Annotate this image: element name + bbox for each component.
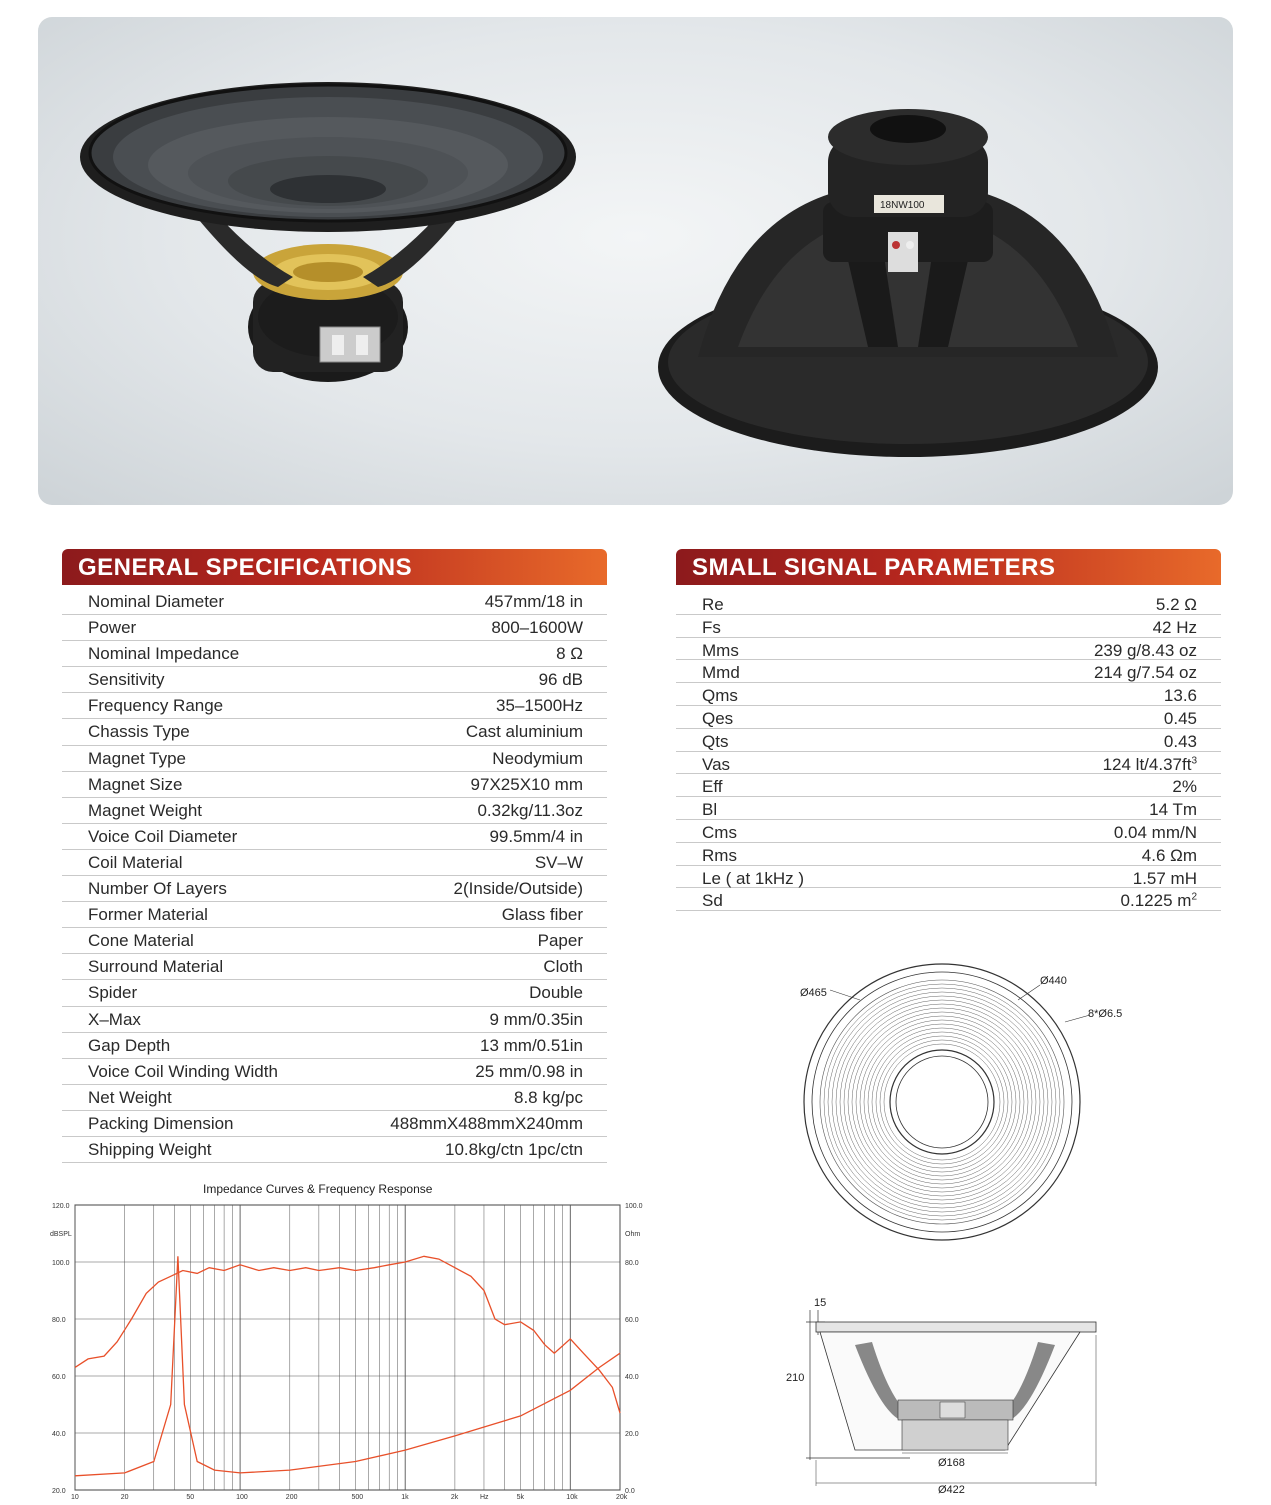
spec-value bbox=[1094, 663, 1197, 683]
spec-value-text: 239 g/8.43 oz bbox=[1093, 640, 1197, 660]
outer-diameter-label: Ø465 bbox=[800, 987, 827, 999]
spec-label: Rms bbox=[702, 845, 737, 865]
spec-value bbox=[1153, 618, 1197, 638]
spec-label: X–Max bbox=[88, 1009, 141, 1029]
spec-value bbox=[492, 749, 583, 769]
spec-row bbox=[62, 902, 607, 928]
x-tick-label: 20 bbox=[120, 1494, 129, 1500]
general-specs-header: GENERAL SPECIFICATIONS bbox=[62, 549, 607, 585]
spec-row bbox=[62, 746, 607, 772]
spec-value bbox=[475, 1062, 583, 1082]
spec-label: Net Weight bbox=[88, 1087, 172, 1107]
spec-value bbox=[1094, 641, 1197, 661]
spec-value bbox=[491, 618, 583, 638]
spec-value-text: 2(Inside/Outside) bbox=[453, 879, 583, 899]
chart-title: Impedance Curves & Frequency Response bbox=[203, 1182, 433, 1196]
spec-value-text: Double bbox=[529, 983, 583, 1003]
spec-value-text: 0.32kg/11.3oz bbox=[477, 800, 583, 820]
spec-row bbox=[62, 954, 607, 980]
side-view-drawing bbox=[780, 1290, 1120, 1500]
impedance-line bbox=[75, 1256, 620, 1476]
spec-value bbox=[1149, 800, 1197, 820]
spec-value-text: 8 Ω bbox=[556, 644, 583, 664]
spec-row bbox=[62, 1033, 607, 1059]
y-left-tick-label: 20.0 bbox=[52, 1488, 66, 1495]
y-left-tick-label: 120.0 bbox=[52, 1203, 70, 1210]
spec-row bbox=[676, 615, 1221, 638]
y-right-tick-label: 100.0 bbox=[625, 1203, 643, 1210]
spec-row bbox=[62, 850, 607, 876]
spec-row bbox=[62, 980, 607, 1006]
spec-value bbox=[1164, 732, 1197, 752]
y-right-axis-label: Ohm bbox=[625, 1231, 641, 1238]
spec-value-text: 97X25X10 mm bbox=[470, 774, 583, 794]
spec-value-text: 0.45 bbox=[1163, 708, 1197, 728]
x-tick-label: 1k bbox=[401, 1494, 409, 1500]
spec-row bbox=[62, 772, 607, 798]
spec-value-text: 25 mm/0.98 in bbox=[475, 1061, 583, 1081]
spec-row bbox=[62, 641, 607, 667]
spec-value-text: 0.1225 m bbox=[1120, 891, 1192, 911]
spec-row bbox=[62, 719, 607, 745]
spec-value-text: 1.57 mH bbox=[1132, 868, 1197, 888]
spec-row bbox=[62, 1111, 607, 1137]
spec-label: Gap Depth bbox=[88, 1035, 171, 1055]
spec-value bbox=[514, 1088, 583, 1108]
spec-label: Magnet Type bbox=[88, 748, 186, 768]
spec-value bbox=[445, 1140, 583, 1160]
spec-row bbox=[676, 660, 1221, 683]
spec-value bbox=[480, 1036, 583, 1056]
spec-value-text: 13 mm/0.51in bbox=[480, 1035, 583, 1055]
spec-value bbox=[1133, 869, 1197, 889]
spec-row bbox=[62, 615, 607, 641]
front-view-drawing bbox=[790, 960, 1140, 1250]
spec-value bbox=[390, 1114, 583, 1134]
spec-value-text: Neodymium bbox=[492, 748, 583, 768]
spec-value bbox=[471, 775, 583, 795]
impedance-frequency-chart bbox=[40, 1175, 650, 1500]
spec-value-text: 2% bbox=[1172, 777, 1197, 797]
spec-row bbox=[676, 774, 1221, 797]
magnet-diameter-label: Ø168 bbox=[938, 1457, 965, 1469]
spec-value bbox=[1172, 777, 1197, 797]
spec-value bbox=[489, 827, 583, 847]
spec-row bbox=[676, 866, 1221, 889]
spec-label: Nominal Impedance bbox=[88, 644, 240, 664]
y-right-tick-label: 0.0 bbox=[625, 1488, 635, 1495]
spec-value bbox=[1121, 891, 1197, 911]
spec-value bbox=[454, 879, 583, 899]
spec-value-text: 214 g/7.54 oz bbox=[1093, 663, 1197, 683]
overall-diameter-label: Ø422 bbox=[938, 1484, 965, 1496]
spec-value bbox=[485, 592, 583, 612]
spec-row bbox=[62, 589, 607, 615]
x-tick-label: 100 bbox=[236, 1494, 248, 1500]
spec-row bbox=[62, 1007, 607, 1033]
spec-label: Mmd bbox=[702, 663, 740, 683]
y-left-axis-label: dBSPL bbox=[50, 1231, 72, 1238]
y-right-tick-label: 80.0 bbox=[625, 1260, 639, 1267]
spec-value bbox=[1142, 846, 1197, 866]
spec-value-text: 457mm/18 in bbox=[484, 592, 583, 611]
spec-value-text: 488mmX488mmX240mm bbox=[390, 1113, 583, 1133]
spec-value bbox=[1156, 595, 1197, 615]
small-signal-table bbox=[676, 592, 1221, 911]
spec-row bbox=[62, 693, 607, 719]
spec-value-exponent: 3 bbox=[1191, 754, 1197, 766]
spec-value-text: 124 lt/4.37ft bbox=[1102, 754, 1192, 774]
spec-label: Sensitivity bbox=[88, 670, 165, 690]
spec-label: Mms bbox=[702, 640, 739, 660]
spec-value bbox=[556, 644, 583, 664]
spec-value bbox=[539, 670, 583, 690]
spec-value-text: 9 mm/0.35in bbox=[489, 1009, 583, 1029]
spec-label: Magnet Size bbox=[88, 774, 183, 794]
inner-diameter-label: Ø440 bbox=[1040, 975, 1067, 987]
model-label: 18NW100 bbox=[880, 200, 925, 211]
spec-label: Qms bbox=[702, 686, 738, 706]
plot-frame bbox=[75, 1205, 620, 1490]
spec-value-exponent: 2 bbox=[1191, 891, 1197, 903]
spec-label: Bl bbox=[702, 800, 718, 820]
spec-row bbox=[676, 706, 1221, 729]
spec-value bbox=[529, 983, 583, 1003]
spec-value-text: 4.6 Ωm bbox=[1141, 845, 1197, 865]
spec-value-text: 0.43 bbox=[1163, 731, 1197, 751]
spec-label: Packing Dimension bbox=[88, 1113, 234, 1133]
spec-label: Voice Coil Winding Width bbox=[88, 1061, 278, 1081]
spec-value bbox=[477, 801, 583, 821]
spec-value-text: 8.8 kg/pc bbox=[514, 1087, 583, 1107]
spec-label: Le ( at 1kHz ) bbox=[702, 868, 805, 888]
spec-value bbox=[1103, 755, 1197, 775]
spec-value-text: 99.5mm/4 in bbox=[489, 826, 583, 846]
x-tick-label: 50 bbox=[186, 1494, 195, 1500]
spec-row bbox=[676, 683, 1221, 706]
spec-label: Cms bbox=[702, 822, 737, 842]
spec-row bbox=[676, 888, 1221, 911]
x-tick-label: Hz bbox=[479, 1494, 489, 1500]
small-signal-header: SMALL SIGNAL PARAMETERS bbox=[676, 549, 1221, 585]
spec-value bbox=[502, 905, 583, 925]
spec-label: Voice Coil Diameter bbox=[88, 826, 238, 846]
spec-row bbox=[676, 843, 1221, 866]
mounting-holes-label: 8*Ø6.5 bbox=[1088, 1008, 1123, 1020]
x-tick-label: 10k bbox=[566, 1494, 578, 1500]
spec-row bbox=[676, 820, 1221, 843]
spec-label: Spider bbox=[88, 983, 138, 1003]
flange-thickness-label: 15 bbox=[814, 1297, 827, 1309]
spec-row bbox=[62, 1085, 607, 1111]
spec-value-text: 96 dB bbox=[538, 670, 583, 690]
spec-value-text: 14 Tm bbox=[1149, 800, 1197, 820]
x-tick-label: 2k bbox=[450, 1494, 459, 1500]
spec-label: Eff bbox=[702, 777, 723, 797]
spec-value-text: Cast aluminium bbox=[465, 722, 583, 742]
spec-row bbox=[676, 638, 1221, 661]
speaker-front-icon bbox=[80, 82, 576, 382]
spec-label: Nominal Diameter bbox=[88, 592, 225, 611]
height-label: 210 bbox=[786, 1372, 805, 1384]
y-left-tick-label: 100.0 bbox=[52, 1260, 70, 1267]
spec-value bbox=[1164, 709, 1197, 729]
spec-label: Cone Material bbox=[88, 931, 194, 951]
spec-row bbox=[676, 729, 1221, 752]
spec-row bbox=[676, 592, 1221, 615]
spec-value bbox=[1114, 823, 1197, 843]
spec-label: Coil Material bbox=[88, 852, 183, 872]
spec-value bbox=[543, 957, 583, 977]
spec-row bbox=[62, 667, 607, 693]
spec-label: Former Material bbox=[88, 905, 208, 925]
spec-value bbox=[489, 1010, 583, 1030]
spec-value bbox=[538, 931, 583, 951]
spec-value bbox=[535, 853, 583, 873]
spec-value-text: 42 Hz bbox=[1152, 617, 1197, 637]
spec-label: Re bbox=[702, 595, 724, 614]
spec-row bbox=[62, 798, 607, 824]
spec-row bbox=[676, 797, 1221, 820]
spec-label: Qes bbox=[702, 708, 734, 728]
spec-value bbox=[1164, 686, 1197, 706]
spec-label: Shipping Weight bbox=[88, 1139, 212, 1159]
spec-row bbox=[676, 752, 1221, 775]
y-right-tick-label: 40.0 bbox=[625, 1374, 639, 1381]
x-tick-label: 200 bbox=[285, 1494, 298, 1500]
spec-value-text: 13.6 bbox=[1163, 686, 1197, 706]
spec-row bbox=[62, 876, 607, 902]
spec-label: Surround Material bbox=[88, 957, 224, 977]
x-tick-label: 5k bbox=[516, 1494, 525, 1500]
spec-value-text: 800–1600W bbox=[491, 618, 583, 638]
spec-row bbox=[62, 824, 607, 850]
spec-row bbox=[62, 928, 607, 954]
spec-label: Number Of Layers bbox=[88, 879, 227, 899]
spec-value-text: SV–W bbox=[534, 852, 583, 872]
spec-label: Sd bbox=[702, 891, 723, 911]
spec-row bbox=[62, 1059, 607, 1085]
spec-label: Vas bbox=[702, 754, 731, 774]
spec-label: Qts bbox=[702, 731, 729, 751]
spec-value-text: 35–1500Hz bbox=[496, 696, 583, 716]
y-right-tick-label: 20.0 bbox=[625, 1431, 639, 1438]
x-tick-label: 500 bbox=[351, 1494, 364, 1500]
spec-row bbox=[62, 1137, 607, 1163]
spec-value-text: 10.8kg/ctn 1pc/ctn bbox=[445, 1139, 583, 1159]
x-tick-label: 10 bbox=[71, 1494, 79, 1500]
spec-label: Magnet Weight bbox=[88, 800, 203, 820]
product-photo-banner bbox=[38, 17, 1233, 505]
spec-label: Frequency Range bbox=[88, 696, 224, 716]
spec-value-text: Glass fiber bbox=[501, 905, 583, 925]
speaker-rear-icon bbox=[658, 109, 1158, 457]
x-tick-label: 20k bbox=[616, 1494, 628, 1500]
y-left-tick-label: 60.0 bbox=[52, 1374, 66, 1381]
spec-value-text: Cloth bbox=[543, 957, 583, 977]
y-left-tick-label: 80.0 bbox=[52, 1317, 66, 1324]
general-specs-table bbox=[62, 589, 607, 1163]
spec-value-text: 0.04 mm/N bbox=[1113, 822, 1197, 842]
spec-label: Chassis Type bbox=[88, 722, 190, 742]
y-left-tick-label: 40.0 bbox=[52, 1431, 66, 1438]
spec-value bbox=[496, 696, 583, 716]
spec-label: Power bbox=[88, 618, 137, 638]
spec-value-text: 5.2 Ω bbox=[1155, 595, 1197, 614]
frequency-response-line bbox=[75, 1256, 620, 1413]
spec-value-text: Paper bbox=[537, 931, 583, 951]
y-right-tick-label: 60.0 bbox=[625, 1317, 639, 1324]
spec-value bbox=[466, 722, 583, 742]
spec-label: Fs bbox=[702, 617, 721, 637]
